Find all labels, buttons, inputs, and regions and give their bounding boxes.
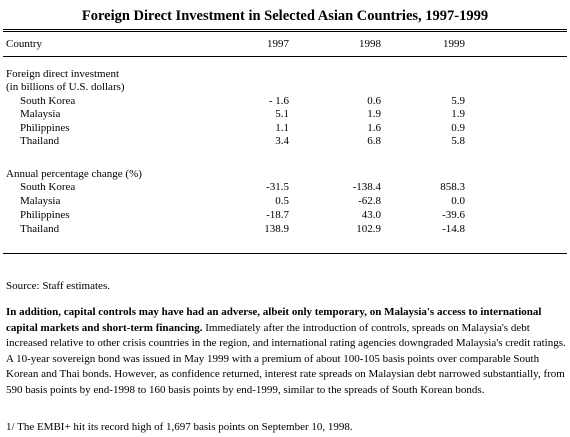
country-cell: South Korea (20, 95, 76, 107)
country-cell: Philippines (20, 209, 70, 221)
value-1998: 43.0 (361, 209, 381, 221)
value-1998: 1.6 (367, 122, 381, 134)
value-1997: - 1.6 (268, 95, 289, 107)
bottom-rule (3, 253, 567, 254)
paragraph-lead: In addition, capital controls may have had an adverse, albeit only temporary, on Malaysia's access to international capital markets and short-term financing. (6, 306, 542, 334)
country-cell: Malaysia (20, 195, 61, 207)
value-1999: 0.0 (451, 195, 465, 207)
header-rule (3, 56, 567, 57)
table-row (0, 195, 570, 208)
table-row (0, 209, 570, 222)
value-1998: 6.8 (367, 135, 381, 147)
country-cell: South Korea (20, 181, 76, 193)
value-1997: 3.4 (275, 135, 289, 147)
header-1997: 1997 (267, 38, 289, 50)
value-1999: 5.9 (451, 95, 465, 107)
country-cell: Thailand (20, 223, 60, 235)
value-1999: 858.3 (440, 181, 465, 193)
table-row (0, 108, 570, 121)
footnote: 1/ The EMBI+ hit its record high of 1,697 basis points on September 10, 1998. (6, 421, 353, 433)
section-pct-label: Annual percentage change (%) (6, 168, 142, 180)
table-row (0, 95, 570, 108)
table-row (0, 223, 570, 236)
section-label (0, 81, 570, 94)
value-1999: -39.6 (442, 209, 465, 221)
value-1998: -138.4 (352, 181, 381, 193)
value-1997: 5.1 (275, 108, 289, 120)
value-1997: -31.5 (266, 181, 289, 193)
section-fdi-label: Foreign direct investment (6, 68, 120, 80)
value-1997: 1.1 (275, 122, 289, 134)
header-1998: 1998 (359, 38, 381, 50)
table-row (0, 181, 570, 194)
table-title: Foreign Direct Investment in Selected Asian Countries, 1997-1999 (81, 8, 489, 24)
source-note: Source: Staff estimates. (6, 280, 110, 292)
value-1997: 138.9 (264, 223, 289, 235)
section-label (0, 168, 570, 181)
body-paragraph (6, 305, 566, 398)
value-1998: -62.8 (358, 195, 381, 207)
value-1998: 102.9 (356, 223, 381, 235)
top-rule-double (3, 31, 567, 32)
table-row (0, 122, 570, 135)
section-label (0, 68, 570, 81)
value-1999: 5.8 (451, 135, 465, 147)
table-row (0, 135, 570, 148)
value-1998: 1.9 (367, 108, 381, 120)
country-cell: Thailand (20, 135, 60, 147)
paragraph-text: Immediately after the introduction of controls, spreads on Malaysia's debt increased relative to other crisis countries in the region, and international rating agencies downgraded Malaysia's credit ratings. A 10-year sovereign bond was issued in May 1999 with a premium of about 100-105 basis points over comparable South Korean and Thai bonds. However, as confidence returned, interest rate spreads on Malaysian debt narrowed substantially, from 590 basis points by end-1998 to 160 basis points by end-1999, similar to the spreads of South Korean bonds. (6, 321, 566, 396)
table-header-row (0, 38, 570, 51)
top-rule (3, 29, 567, 30)
country-cell: Philippines (20, 122, 70, 134)
value-1998: 0.6 (367, 95, 381, 107)
country-cell: Malaysia (20, 108, 61, 120)
value-1997: 0.5 (275, 195, 289, 207)
header-country: Country (6, 38, 43, 50)
section-fdi-units: (in billions of U.S. dollars) (6, 81, 125, 93)
value-1997: -18.7 (266, 209, 289, 221)
header-1999: 1999 (443, 38, 465, 50)
value-1999: -14.8 (442, 223, 465, 235)
value-1999: 1.9 (451, 108, 465, 120)
value-1999: 0.9 (451, 122, 465, 134)
